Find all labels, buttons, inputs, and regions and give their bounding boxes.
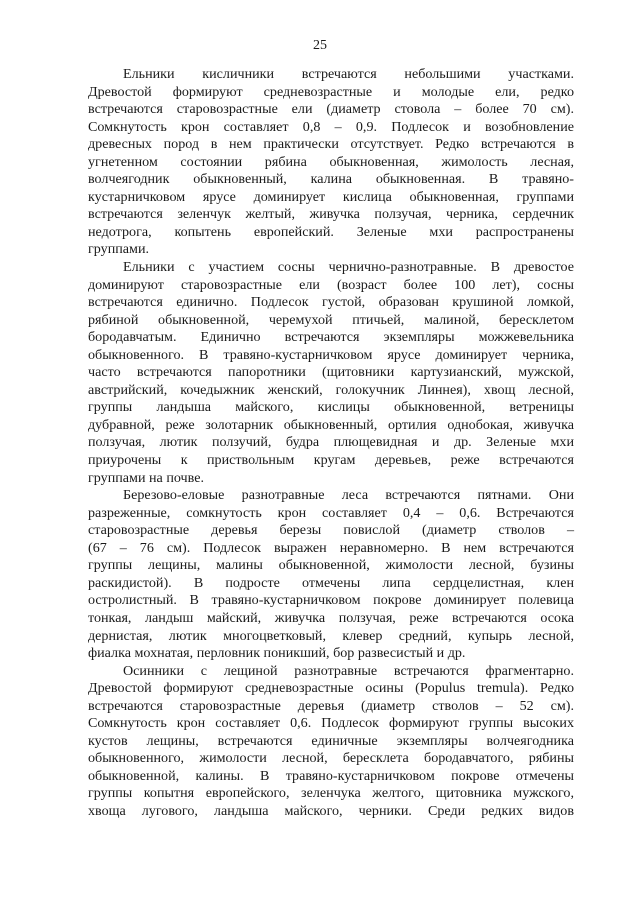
- text-line: древесных пород в нем практически отсутствует. Редко встречаются в: [88, 136, 574, 153]
- text-line: рябиной обыкновенной, черемухой птичьей, малиной, бересклетом: [88, 311, 574, 328]
- text-line: приурочены к приствольным кругам деревьев, реже встречаются: [88, 452, 574, 469]
- text-line: встречаются старовозрастные ели (диаметр стовола – более 70 см).: [88, 101, 574, 118]
- text-line: Ельники кисличники встречаются небольшими участками.: [123, 66, 574, 82]
- text-line: австрийский, кочедыжник женский, голокучник Линнея), хвощ лесной,: [88, 381, 574, 398]
- text-line: группы лещины, малины обыкновенной, жимолости лесной, бузины: [88, 557, 574, 574]
- text-line: бородавчатым. Единично встречаются экземпляры можжевельника: [88, 329, 574, 346]
- text-line: группы ландыша майского, кислицы обыкновенной, ветреницы: [88, 399, 574, 416]
- text-line: недотрога, копытень европейский. Зеленые мхи распространены: [88, 223, 574, 240]
- text-line: фиалка мохнатая, перловник поникший, бор развесистый и др.: [88, 645, 466, 662]
- text-line: ползучая, лютик ползучий, будра плющевидная и др. Зеленые мхи: [88, 434, 574, 451]
- text-line: группами на почве.: [88, 469, 204, 486]
- text-line: Древостой формируют средневозрастные осины (Populus tremula). Редко: [88, 680, 574, 697]
- text-line: группы копытня европейского, зеленчука желтого, щитовника мужского,: [88, 785, 574, 802]
- text-line: встречаются старовозрастные деревья (диаметр стволов – 52 см).: [88, 697, 574, 714]
- text-line: Березово-еловые разнотравные леса встречаются пятнами. Они: [123, 487, 574, 504]
- text-line: группами.: [88, 241, 150, 258]
- text-line: Сомкнутость крон составляет 0,8 – 0,9. Подлесок и возобновление: [88, 118, 574, 135]
- text-line: тонкая, ландыш майский, живучка ползучая, реже встречаются осока: [88, 609, 574, 626]
- text-line: старовозрастные деревья березы повислой (диаметр стволов –: [88, 522, 574, 539]
- text-line: часто встречаются папоротники (щитовники картузианский, мужской,: [88, 364, 574, 381]
- text-line: угнетенном состоянии рябина обыкновенная, жимолость лесная,: [88, 153, 574, 170]
- text-line: волчеягодник обыкновенный, калина обыкновенная. В травяно-: [88, 171, 574, 188]
- paragraph: [88, 487, 574, 662]
- page-number: 25: [313, 38, 327, 53]
- text-line: (67 – 76 см). Подлесок выражен неравномерно. В нем встречаются: [88, 539, 574, 556]
- text-line: обыкновенного, жимолости лесной, бересклета бородавчатого, рябины: [88, 750, 574, 767]
- text-line: хвоща лугового, ландыша майского, черники. Среди редких видов: [88, 802, 574, 819]
- paragraph: [88, 259, 574, 487]
- text-line: доминируют старовозрастные ели (возраст более 100 лет), сосны: [88, 276, 574, 293]
- document-body: [88, 66, 574, 821]
- text-line: Осинники с лещиной разнотравные встречаются фрагментарно.: [123, 662, 574, 679]
- text-line: остролистный. В травяно-кустарничковом покрове доминирует полевица: [88, 592, 574, 609]
- text-line: Древостой формируют средневозрастные и молодые ели, редко: [88, 83, 574, 100]
- text-line: обыкновенного. В травяно-кустарничковом ярусе доминирует черника,: [88, 346, 574, 363]
- text-line: дернистая, лютик многоцветковый, клевер средний, купырь лесной,: [88, 627, 574, 644]
- text-line: Ельники с участием сосны чернично-разнотравные. В древостое: [123, 259, 574, 276]
- text-line: Сомкнутость крон составляет 0,6. Подлесок формируют группы высоких: [88, 715, 574, 732]
- text-line: раскидистой). В подросте отмечены липа сердцелистная, клен: [88, 574, 574, 591]
- paragraph: [88, 66, 574, 259]
- text-line: кустарничковом ярусе доминирует кислица обыкновенная, группами: [88, 188, 574, 205]
- text-line: встречаются единично. Подлесок густой, образован крушиной ломкой,: [88, 294, 574, 311]
- text-line: дубравной, реже золотарник обыкновенный, ортилия однобокая, живучка: [88, 416, 574, 433]
- paragraph: [88, 663, 574, 821]
- text-line: разреженные, сомкнутость крон составляет 0,4 – 0,6. Встречаются: [88, 504, 574, 521]
- text-line: кустов лещины, встречаются единичные экземпляры волчеягодника: [88, 732, 574, 749]
- text-line: встречаются зеленчук желтый, живучка ползучая, черника, сердечник: [88, 206, 574, 223]
- text-line: обыкновенной, калины. В травяно-кустарничковом покрове отмечены: [88, 767, 574, 784]
